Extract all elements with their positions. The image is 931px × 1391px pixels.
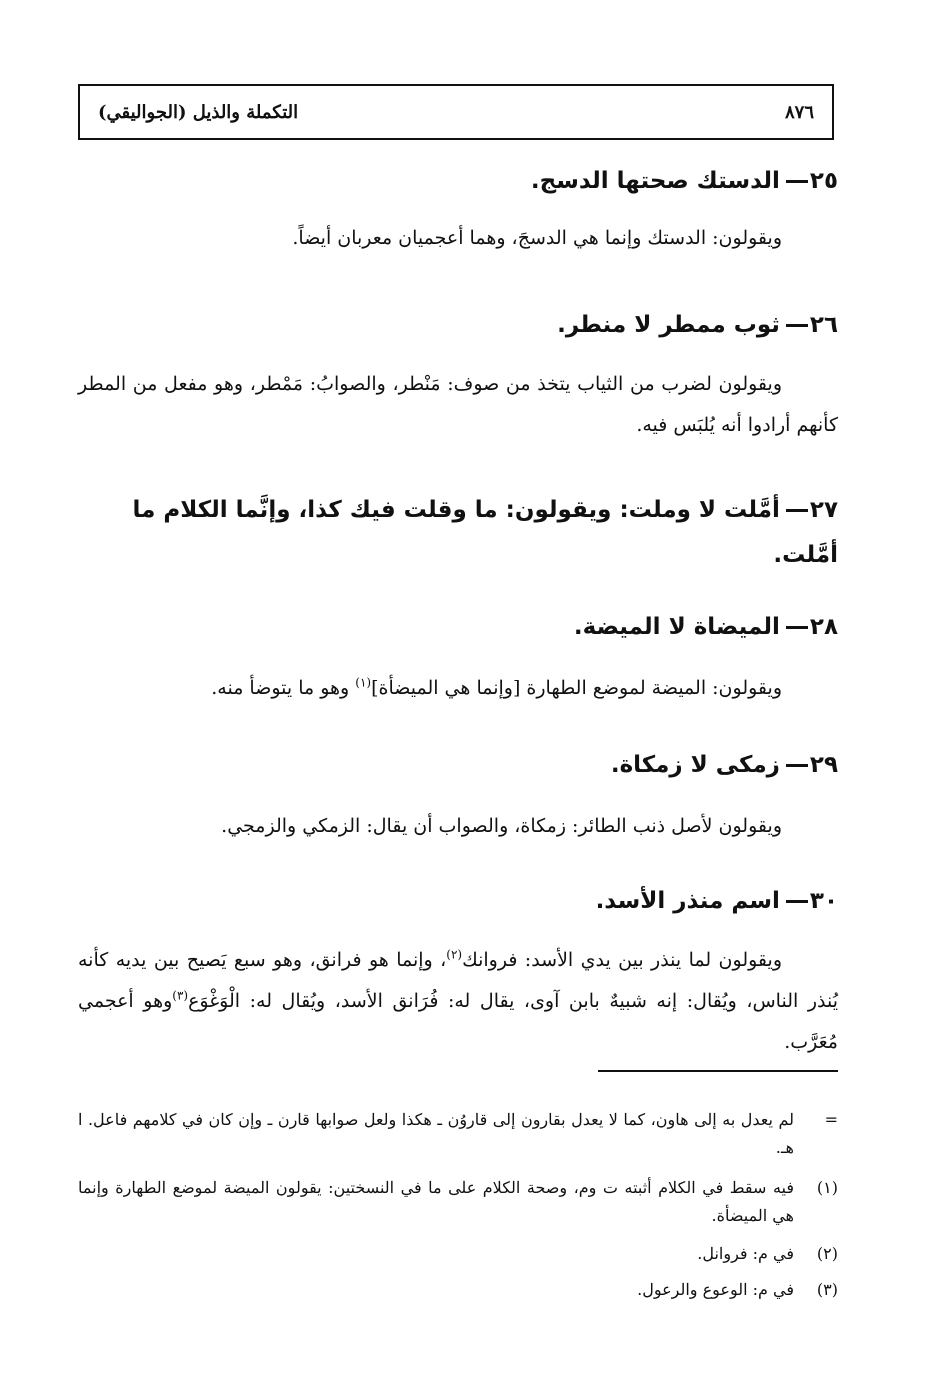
entry-heading: الدستك صحتها الدسج. [530, 168, 780, 194]
entry-title-30 [78, 880, 838, 922]
footnote-3 [78, 1276, 838, 1304]
entry-body-29: ويقولون لأصل ذنب الطائر: زمكاة، والصواب أن يقال: الزمكي والزمجي. [221, 815, 782, 837]
body-text: ويقولون: الميضة لموضع الطهارة [وإنما هي الميضأة] [371, 677, 782, 699]
entry-body-26: ويقولون لضرب من الثياب يتخذ من صوف: مَنْطر، والصوابُ: مَمْطر، وهو مفعل من المطر كأنهم أرادوا أنه يُلبَس فيه. [78, 373, 838, 436]
footnote-ref: (٣) [172, 988, 189, 1003]
footnote-text: فيه سقط في الكلام أثبته ت وم، وصحة الكلام على ما في النسختين: يقولون الميضة لموضع الطهارة وإنما هي الميضأة. [78, 1178, 794, 1225]
entry-dash [786, 626, 808, 629]
footnote-text: في م: فروانل. [697, 1244, 794, 1263]
footnote-ref: (١) [355, 675, 372, 690]
entry-number: ٣٠ [809, 888, 838, 914]
body-text: ، وإنما هو فرانق، وهو سبع يَصيح بين يديه كأنه يُنذر الناس، ويُقال: إنه شبيهٌ بابن آوى، يقال له: فُرَانق الأسد، ويُقال له: الْوَغْوَع [78, 949, 838, 1012]
entry-body-28 [78, 668, 838, 709]
entry-dash [786, 900, 808, 903]
entry-dash [786, 509, 808, 512]
footnote-2 [78, 1240, 838, 1268]
entry-title-26 [78, 304, 838, 346]
page-header [78, 84, 834, 140]
page-number: ٨٧٦ [784, 101, 814, 123]
footnote-1 [78, 1174, 838, 1230]
entry-title-28 [78, 606, 838, 648]
body-text: وهو أعجمي مُعَرَّب. [78, 990, 838, 1053]
book-page [78, 84, 838, 1354]
entry-heading: ثوب ممطر لا منطر. [557, 312, 780, 338]
entry-heading: الميضاة لا الميضة. [573, 614, 780, 640]
entry-body-30 [78, 940, 838, 1063]
entry-dash [786, 180, 808, 183]
entry-body-25: ويقولون: الدستك وإنما هي الدسجَ، وهما أعجميان معربان أيضاً. [292, 227, 782, 249]
entry-dash [786, 324, 808, 327]
footnote-ref: (٢) [446, 947, 463, 962]
footnote-mark: (١) [816, 1178, 838, 1197]
entry-title-27 [78, 488, 838, 578]
entry-heading: زمكى لا زمكاة. [610, 752, 780, 778]
entry-heading: اسم منذر الأسد. [595, 888, 780, 914]
footnote-mark: (٢) [816, 1244, 838, 1263]
footnote-text: في م: الوعوع والرعول. [637, 1280, 794, 1299]
footnote-mark: = [824, 1110, 838, 1129]
entry-title-25 [78, 160, 838, 202]
entry-number: ٢٥ [809, 168, 838, 194]
entry-heading: أمَّلت لا وملت: ويقولون: ما وقلت فيك كذا، وإنَّما الكلام ما أمَّلت. [132, 497, 838, 568]
footnote-text: لم يعدل به إلى هاون، كما لا يعدل بقارون إلى قاروُن ـ هكذا ولعل صوابها قارن ـ وإن كان في كلامهم فاعل. ا هـ. [78, 1110, 795, 1157]
book-title: التكملة والذيل (الجواليقي) [98, 101, 299, 123]
footnote-continued [78, 1106, 838, 1162]
entry-number: ٢٧ [809, 497, 838, 523]
entry-number: ٢٨ [809, 614, 838, 640]
entry-number: ٢٦ [809, 312, 838, 338]
entry-number: ٢٩ [809, 752, 838, 778]
body-text: وهو ما يتوضأ منه. [211, 677, 356, 699]
entry-dash [786, 764, 808, 767]
entry-title-29 [78, 744, 838, 786]
body-text: ويقولون لما ينذر بين يدي الأسد: فروانك [462, 949, 782, 971]
footnote-separator [598, 1070, 838, 1072]
footnote-mark: (٣) [816, 1280, 838, 1299]
